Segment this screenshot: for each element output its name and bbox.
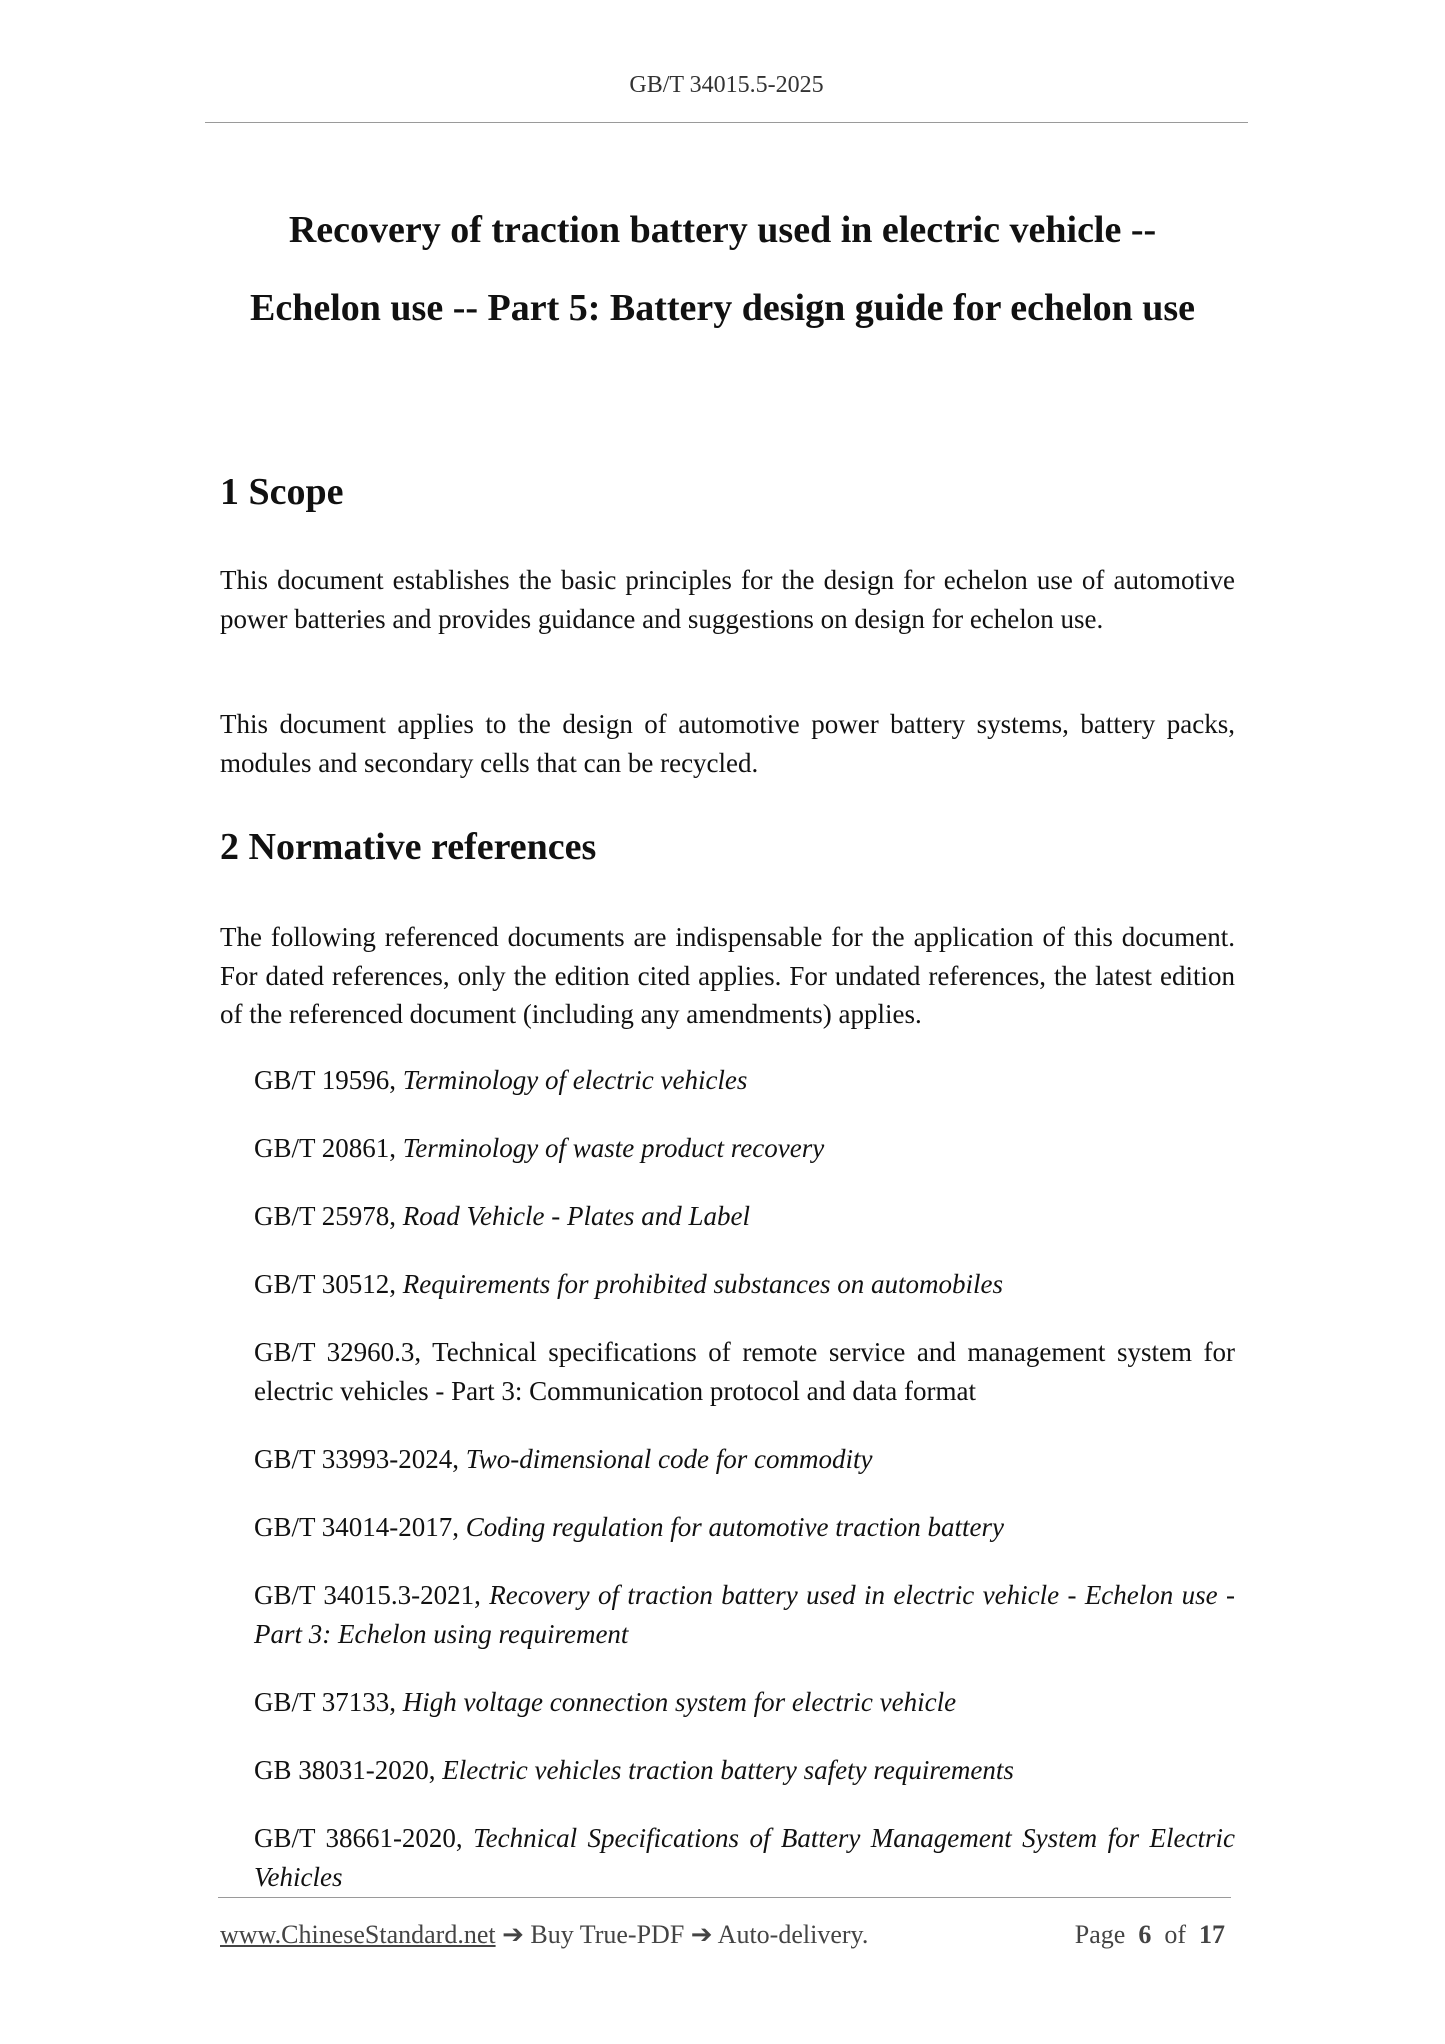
running-header: GB/T 34015.5-2025 — [629, 72, 824, 98]
header-divider — [205, 122, 1248, 123]
total-pages-number: 17 — [1199, 1920, 1225, 1949]
reference-item: GB/T 30512, Requirements for prohibited substances on automobiles — [254, 1269, 1003, 1299]
section-heading-normative-references: 2 Normative references — [220, 826, 597, 868]
document-title-line-2: Echelon use -- Part 5: Battery design guide for echelon use — [250, 287, 1195, 329]
footer-divider — [218, 1897, 1231, 1898]
reference-item: GB 38031-2020, Electric vehicles traction battery safety requirements — [254, 1755, 1014, 1785]
site-link[interactable]: www.ChineseStandard.net — [220, 1920, 496, 1949]
reference-item: GB/T 20861, Terminology of waste product recovery — [254, 1133, 825, 1163]
buy-true-pdf-text: Buy True-PDF — [530, 1920, 685, 1949]
reference-item: GB/T 33993-2024, Two-dimensional code for commodity — [254, 1444, 873, 1474]
auto-delivery-text: Auto-delivery. — [717, 1920, 869, 1949]
reference-item: GB/T 25978, Road Vehicle - Plates and Label — [254, 1201, 750, 1231]
current-page-number: 6 — [1138, 1920, 1152, 1949]
right-arrow-icon: ➔ — [502, 1920, 524, 1949]
reference-item: GB/T 19596, Terminology of electric vehicles — [254, 1065, 748, 1095]
page-number: Page 6 of 17 — [1074, 1920, 1225, 1949]
section-heading-scope: 1 Scope — [220, 471, 344, 513]
reference-item: GB/T 34014-2017, Coding regulation for automotive traction battery — [254, 1512, 1004, 1542]
reference-item: GB/T 38661-2020, Technical Specifications of Battery Management System for Electric Vehicles — [254, 1823, 1235, 1892]
document-title-line-1: Recovery of traction battery used in electric vehicle -- — [288, 209, 1157, 251]
footer-promo — [220, 1920, 868, 1950]
reference-item: GB/T 32960.3, Technical specifications of remote service and management system for electric vehicles - Part 3: Communication protocol and data format — [254, 1337, 1235, 1406]
scope-paragraph-2: This document applies to the design of automotive power battery systems, battery packs, modules and secondary cells that can be recycled. — [220, 709, 1235, 778]
normative-references-paragraph: The following referenced documents are indispensable for the application of this document. For dated references, only the edition cited applies. For undated references, the latest edition of the referenced document (including any amendments) applies. — [220, 922, 1235, 1029]
reference-item: GB/T 34015.3-2021, Recovery of traction battery used in electric vehicle - Echelon use - Part 3: Echelon using requirement — [254, 1580, 1235, 1649]
reference-item: GB/T 37133, High voltage connection system for electric vehicle — [254, 1687, 957, 1717]
scope-paragraph-1: This document establishes the basic principles for the design for echelon use of automotive power batteries and provides guidance and suggestions on design for echelon use. — [220, 565, 1235, 634]
right-arrow-icon: ➔ — [690, 1920, 713, 1949]
